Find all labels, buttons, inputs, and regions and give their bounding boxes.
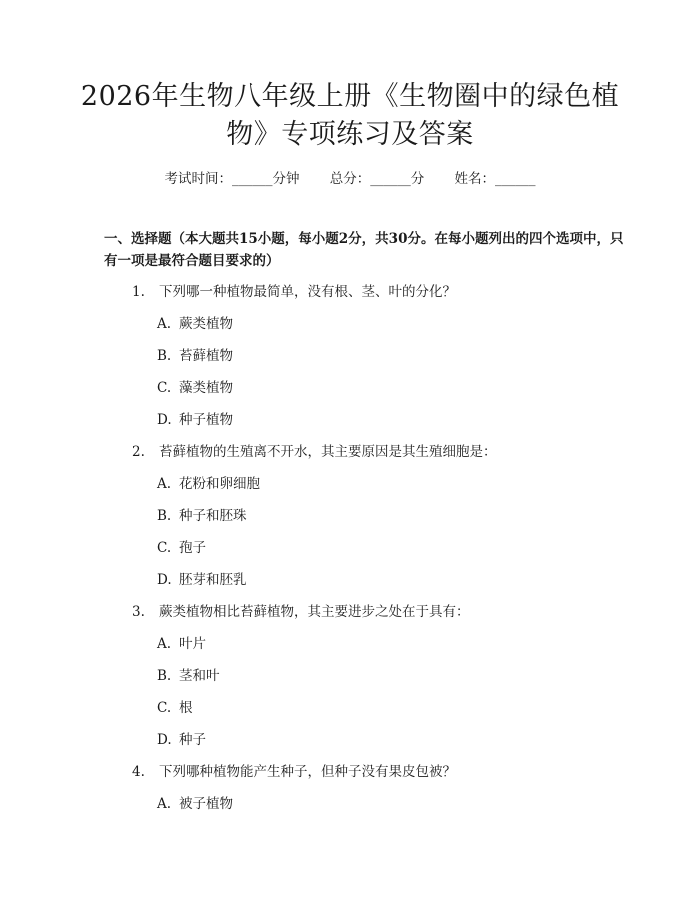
option-text: 种子和胚珠 <box>179 508 247 524</box>
option-text: 叶片 <box>179 636 206 652</box>
question-number: 2. <box>132 444 145 460</box>
total-score-field: 总分：______分 <box>329 171 425 187</box>
option-text: 花粉和卵细胞 <box>179 476 260 492</box>
option-letter: A. <box>157 636 172 652</box>
exam-info-line <box>0 167 700 187</box>
question-2 <box>132 440 497 460</box>
question-2-option-a <box>157 472 260 492</box>
option-text: 苔藓植物 <box>179 348 233 364</box>
question-1-option-a <box>157 312 233 332</box>
question-2-option-b <box>157 504 247 524</box>
option-text: 蕨类植物 <box>179 316 233 332</box>
option-text: 孢子 <box>179 540 206 556</box>
option-text: 种子植物 <box>179 412 233 428</box>
question-number: 3. <box>132 604 145 620</box>
question-number: 1. <box>132 284 145 300</box>
option-text: 胚芽和胚乳 <box>179 572 247 588</box>
option-letter: A. <box>157 316 172 332</box>
option-letter: A. <box>157 796 172 812</box>
question-4 <box>132 760 456 780</box>
question-text: 苔藓植物的生殖离不开水，其主要原因是其生殖细胞是： <box>159 444 497 460</box>
question-2-option-d <box>157 568 247 588</box>
option-letter: D. <box>157 412 172 428</box>
question-1-option-b <box>157 344 233 364</box>
question-text: 下列哪一种植物最简单，没有根、茎、叶的分化？ <box>159 284 456 300</box>
question-1-option-c <box>157 376 233 396</box>
question-text: 下列哪种植物能产生种子，但种子没有果皮包被？ <box>159 764 456 780</box>
section-heading: 一、选择题（本大题共15小题，每小题2分，共30分。在每小题列出的四个选项中，只有一项是最符合题目要求的） <box>104 231 624 269</box>
student-name-field: 姓名：______ <box>454 171 536 187</box>
option-letter: B. <box>157 508 172 524</box>
document-title: 2026年生物八年级上册《生物圈中的绿色植物》专项练习及答案 <box>80 81 620 150</box>
option-text: 种子 <box>179 732 206 748</box>
question-1 <box>132 280 456 300</box>
option-text: 被子植物 <box>179 796 233 812</box>
option-text: 藻类植物 <box>179 380 233 396</box>
question-4-option-a <box>157 792 233 812</box>
option-letter: C. <box>157 540 172 556</box>
question-3-option-b <box>157 664 220 684</box>
question-text: 蕨类植物相比苔藓植物，其主要进步之处在于具有： <box>159 604 470 620</box>
option-letter: D. <box>157 572 172 588</box>
option-letter: C. <box>157 380 172 396</box>
option-letter: B. <box>157 668 172 684</box>
question-1-option-d <box>157 408 233 428</box>
option-letter: A. <box>157 476 172 492</box>
exam-time-field: 考试时间：______分钟 <box>164 171 300 187</box>
question-number: 4. <box>132 764 145 780</box>
question-3-option-c <box>157 696 193 716</box>
option-letter: D. <box>157 732 172 748</box>
option-letter: C. <box>157 700 172 716</box>
option-letter: B. <box>157 348 172 364</box>
question-3-option-d <box>157 728 206 748</box>
option-text: 根 <box>179 700 193 716</box>
question-3-option-a <box>157 632 206 652</box>
question-2-option-c <box>157 536 206 556</box>
question-3 <box>132 600 470 620</box>
option-text: 茎和叶 <box>179 668 220 684</box>
